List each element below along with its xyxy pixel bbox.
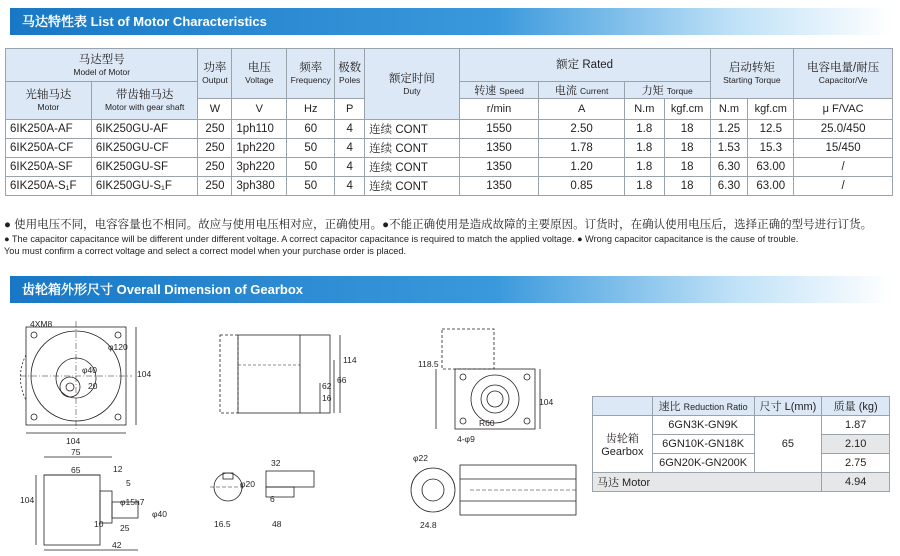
gearbox-flange-view: [418, 329, 553, 444]
gearbox-dimension-drawings: [0, 305, 600, 556]
dim-l25: 25: [120, 523, 130, 533]
dim-r60: R60: [479, 418, 495, 428]
dim-d22: φ22: [413, 453, 428, 463]
unit-start-kgf: kgf.cm: [748, 99, 794, 120]
dim-d120: φ120: [108, 342, 128, 352]
dim-d40b: φ40: [152, 509, 167, 519]
torque-header: 力矩 Torque: [624, 82, 710, 99]
dim-r20: 20: [88, 381, 98, 391]
unit-current: A: [539, 99, 625, 120]
size-value: 65: [754, 416, 822, 473]
rated-header: 额定 Rated: [459, 49, 710, 82]
dim-l24-8: 24.8: [420, 520, 437, 530]
note-cn: ● 使用电压不同，电容容量也不相同。故应与使用电压相对应，正确使用。●不能正确使用是造成故障的主要原因。订货时，在确认使用电压后，选择正确的型号进行订货。: [4, 219, 873, 231]
dim-l16-5: 16.5: [214, 519, 231, 529]
dim-l12: 12: [113, 464, 123, 474]
flange-front-view: [20, 319, 151, 446]
dim-l32: 32: [271, 458, 281, 468]
starting-torque-header: 启动转矩 Starting Torque: [710, 49, 794, 99]
dim-h114: 114: [343, 355, 357, 365]
duty-header: 额定时间 Duty: [365, 49, 460, 120]
mass-header: 质量 (kg): [822, 397, 890, 416]
gearbox-side-view: [220, 335, 357, 413]
gearbox-table: [592, 396, 890, 492]
dim-h62: 62: [322, 381, 332, 391]
table-row: 6GN20K-GN200K 2.75: [593, 454, 890, 473]
gearbox-label: 齿轮箱 Gearbox: [593, 416, 653, 473]
table-row: 6IK250A-SF 6IK250GU-SF 250 3ph220 50 4 连续 CONT 1350 1.20 1.8 18 6.30 63.00 /: [6, 158, 893, 177]
dim-holes: 4XM8: [30, 319, 53, 329]
dim-holes2: 4-φ9: [457, 434, 475, 444]
motor-characteristics-table: [5, 48, 893, 196]
dim-l48: 48: [272, 519, 282, 529]
speed-header: 转速 Speed: [459, 82, 539, 99]
motor-col-header: 光轴马达 Motor: [6, 82, 92, 120]
output-header: 功率 Output: [198, 49, 232, 99]
unit-output: W: [198, 99, 232, 120]
unit-voltage: V: [232, 99, 287, 120]
unit-frequency: Hz: [287, 99, 335, 120]
table-row: 6IK250A-S₁F 6IK250GU-S₁F 250 3ph380 50 4 连续 CONT 1350 0.85 1.8 18 6.30 63.00 /: [6, 177, 893, 196]
note-en-line1: ● The capacitor capacitance will be different under different voltage. A correct capacitor capacitance is required to match the applied voltage. ● Wrong capacitor capacitance is the cause of trouble.: [4, 234, 799, 244]
dim-d20: φ20: [240, 479, 255, 489]
section-banner-motor-characteristics: [10, 8, 892, 35]
dim-h104: 104: [137, 369, 152, 379]
section-banner-gearbox-dimension: [10, 276, 892, 303]
unit-start-nm: N.m: [710, 99, 748, 120]
unit-capacitor: μ F/VAC: [794, 99, 893, 120]
unit-speed: r/min: [459, 99, 539, 120]
voltage-header: 电压 Voltage: [232, 49, 287, 99]
section-title: 马达特性表 List of Motor Characteristics: [22, 14, 267, 29]
unit-torque-kgf: kgf.cm: [664, 99, 710, 120]
section-title: 齿轮箱外形尺寸 Overall Dimension of Gearbox: [22, 282, 303, 297]
size-header: 尺寸 L(mm): [754, 397, 822, 416]
note-en-line2: You must confirm a correct voltage and select a correct model when your purchase order is placed.: [4, 246, 407, 256]
table-row: 6GN10K-GN18K 2.10: [593, 435, 890, 454]
dim-l6: 6: [270, 494, 275, 504]
dim-h66: 66: [337, 375, 347, 385]
usage-notes: [4, 217, 894, 257]
poles-header: 极数 Poles: [335, 49, 365, 99]
dim-l10: 10: [94, 519, 104, 529]
model-header: 马达型号 Model of Motor: [6, 49, 198, 82]
dim-l75: 75: [71, 447, 81, 457]
dim-l65: 65: [71, 465, 81, 475]
ratio-header: 速比 Reduction Ratio: [652, 397, 754, 416]
motor-label: 马达 Motor: [593, 473, 822, 492]
dim-w104: 104: [66, 436, 81, 446]
table-row: 6IK250A-CF 6IK250GU-CF 250 1ph220 50 4 连续 CONT 1350 1.78 1.8 18 1.53 15.3 15/450: [6, 139, 893, 158]
gearbox-shaft-profile: [20, 447, 167, 550]
dim-d15: φ15h7: [120, 497, 145, 507]
dim-h16: 16: [322, 393, 332, 403]
unit-torque-nm: N.m: [624, 99, 664, 120]
gear-shaft-section: [411, 453, 576, 530]
gear-motor-col-header: 带齿轴马达 Motor with gear shaft: [91, 82, 198, 120]
frequency-header: 频率 Frequency: [287, 49, 335, 99]
dim-d40: φ40: [82, 365, 97, 375]
dim-l42: 42: [112, 540, 122, 550]
table-row: 齿轮箱 Gearbox 6GN3K-GN9K 65 1.87: [593, 416, 890, 435]
dim-l5: 5: [126, 478, 131, 488]
dim-w104-gear: 104: [539, 397, 554, 407]
table-row: [593, 473, 890, 492]
capacitor-header: 电容电量/耐压 Capacitor/Ve: [794, 49, 893, 99]
table-row: 6IK250A-AF 6IK250GU-AF 250 1ph110 60 4 连续 CONT 1550 2.50 1.8 18 1.25 12.5 25.0/450: [6, 120, 893, 139]
shaft-key-section: [210, 458, 314, 529]
dim-h118: 118.5: [418, 359, 439, 369]
current-header: 电流 Current: [539, 82, 625, 99]
unit-poles: P: [335, 99, 365, 120]
dim-h104-shaft: 104: [20, 495, 35, 505]
motor-mass: 4.94: [822, 473, 890, 492]
